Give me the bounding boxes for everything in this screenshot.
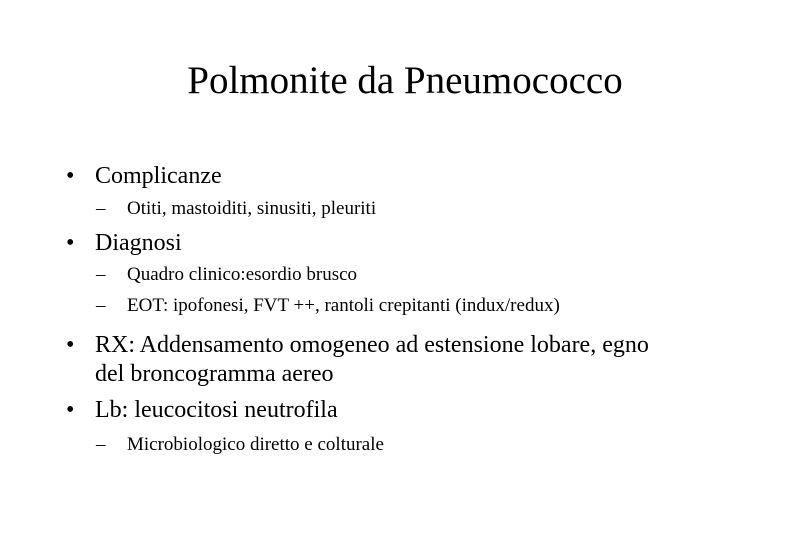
bullet-icon: •	[66, 397, 75, 423]
sub-bullet-text: Otiti, mastoiditi, sinusiti, pleuriti	[127, 198, 377, 219]
dash-icon: –	[96, 198, 106, 219]
bullet-text-line2: del broncogramma aereo	[95, 361, 334, 387]
sub-bullet-text: EOT: ipofonesi, FVT ++, rantoli crepitanti (indux/redux)	[127, 295, 560, 316]
slide-title: Polmonite da Pneumococco	[187, 59, 623, 102]
bullet-text: Diagnosi	[95, 230, 182, 256]
sub-bullet-text: Microbiologico diretto e colturale	[127, 434, 384, 455]
dash-icon: –	[96, 295, 106, 316]
bullet-text: Complicanze	[95, 163, 222, 189]
bullet-icon: •	[66, 163, 75, 189]
sub-bullet-text: Quadro clinico:esordio brusco	[127, 264, 358, 285]
dash-icon: –	[96, 264, 106, 285]
dash-icon: –	[96, 434, 106, 455]
bullet-text: Lb: leucocitosi neutrofila	[95, 397, 338, 423]
bullet-icon: •	[66, 230, 75, 256]
bullet-icon: •	[66, 332, 75, 358]
bullet-text-line1: RX: Addensamento omogeneo ad estensione lobare, egno	[95, 332, 649, 358]
